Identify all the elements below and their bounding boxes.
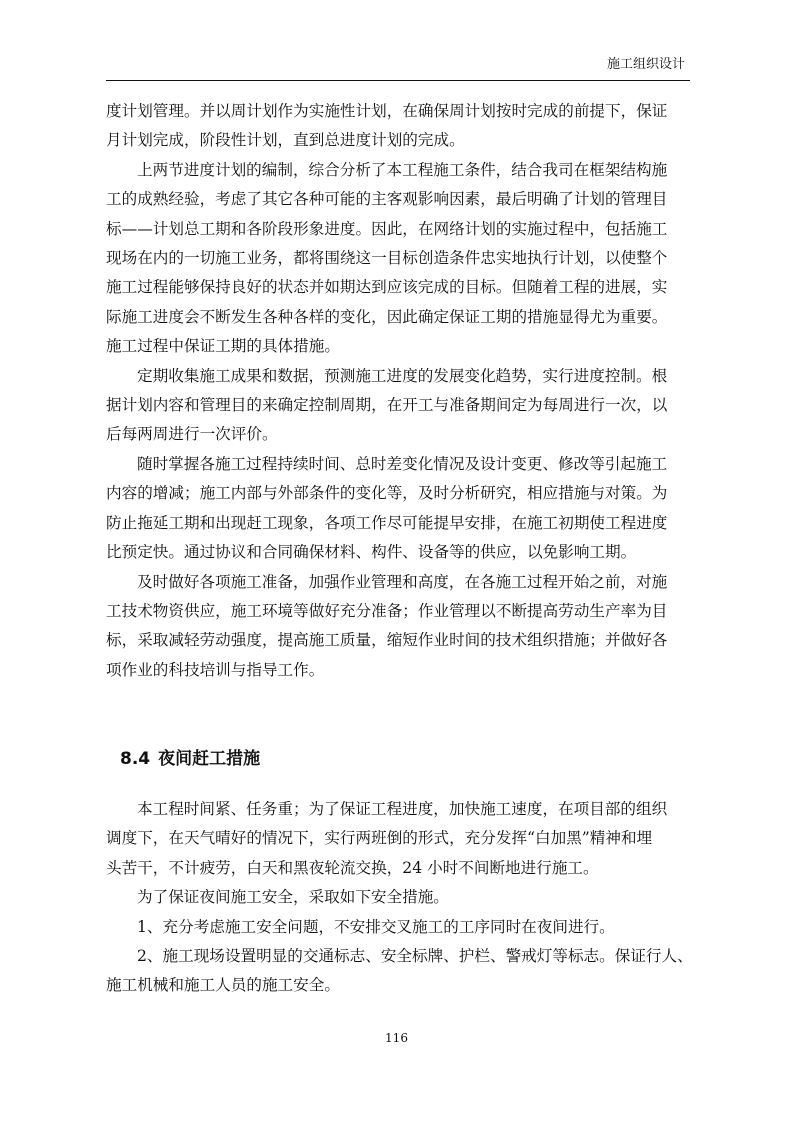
text-line: 施工机械和施工人员的施工安全。 [106,976,340,995]
text-line: 上两节进度计划的编制，综合分析了本工程施工条件，结合我司在框架结构施 [137,160,668,179]
text-line: 后每两周进行一次评价。 [106,425,278,444]
text-line: 随时掌握各施工过程持续时间、总时差变化情况及设计变更、修改等引起施工 [137,454,668,473]
text-line: 内容的增减；施工内部与外部条件的变化等，及时分析研究，相应措施与对策。为 [106,484,668,503]
text-line: 本工程时间紧、任务重；为了保证工程进度，加快施工速度，在项目部的组织 [137,800,668,818]
text-line: 项作业的科技培训与指导工作。 [106,660,325,679]
text-line: 现场在内的一切施工业务，都将围绕这一目标创造条件忠实地执行计划，以使整个 [106,249,668,268]
text-line: 据计划内容和管理目的来确定控制周期，在开工与准备期间定为每周进行一次，以 [106,396,668,415]
text-line: 调度下，在天气晴好的情况下，实行两班倒的形式，充分发挥“白加黑”精神和埋 [106,829,653,848]
text-line: 标——计划总工期和各阶段形象进度。因此，在网络计划的实施过程中，包括施工 [106,219,668,238]
text-line: 头苦干，不计疲劳，白天和黑夜轮流交换，24 小时不间断地进行施工。 [106,858,599,877]
text-line: 及时做好各项施工准备，加强作业管理和高度，在各施工过程开始之前，对施 [137,572,668,591]
text-line: 际施工进度会不断发生各种各样的变化，因此确定保证工期的措施显得尤为重要。 [106,307,668,326]
body-text-block-two [106,795,693,1001]
section-title: 夜间赶工措施 [158,749,261,769]
text-line: 工的成熟经验，考虑了其它各种可能的主客观影响因素，最后明确了计划的管理目 [106,190,668,209]
header-divider [106,80,690,81]
section-heading [120,747,260,771]
body-text-block-one [106,97,690,685]
text-line: 标，采取减轻劳动强度，提高施工质量，缩短作业时间的技术组织措施；并做好各 [106,631,668,650]
text-line: 施工过程中保证工期的具体措施。 [106,337,340,356]
text-line: 度计划管理。并以周计划作为实施性计划，在确保周计划按时完成的前提下，保证 [106,102,668,120]
text-line: 1、充分考虑施工安全问题，不安排交叉施工的工序同时在夜间进行。 [137,917,615,936]
text-line: 施工过程能够保持良好的状态并如期达到应该完成的目标。但随着工程的进展，实 [106,278,668,297]
text-line: 2、施工现场设置明显的交通标志、安全标牌、护栏、警戒灯等标志。保证行人、 [137,947,693,966]
text-line: 月计划完成，阶段性计划，直到总进度计划的完成。 [106,131,465,150]
running-header-title: 施工组织设计 [606,57,685,72]
section-number: 8.4 [120,749,151,769]
text-line: 比预定快。通过协议和合同确保材料、构件、设备等的供应，以免影响工期。 [106,543,637,562]
text-line: 定期收集施工成果和数据，预测施工进度的发展变化趋势，实行进度控制。根 [137,366,668,385]
page-number: 116 [385,1031,408,1045]
text-line: 防止拖延工期和出现赶工现象，各项工作尽可能提早安排，在施工初期使工程进度 [106,513,668,532]
text-line: 为了保证夜间施工安全，采取如下安全措施。 [137,888,449,907]
text-line: 工技术物资供应，施工环境等做好充分准备；作业管理以不断提高劳动生产率为目 [106,601,668,620]
